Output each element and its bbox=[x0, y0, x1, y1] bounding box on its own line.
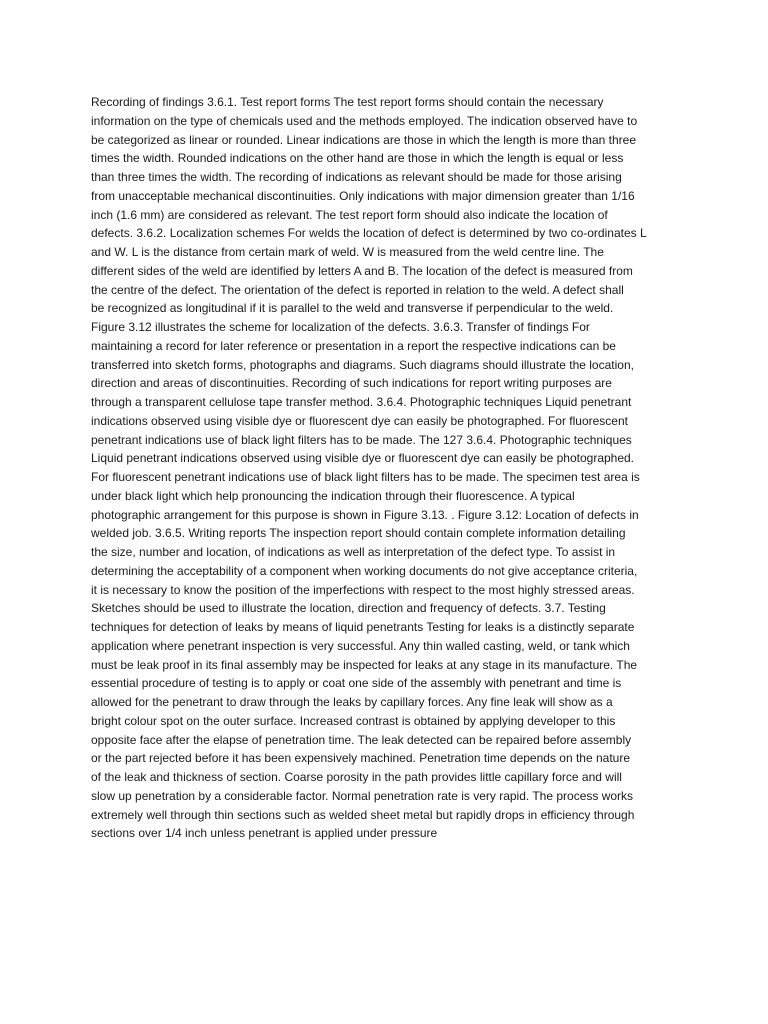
text-line: Recording of findings 3.6.1. Test report forms The test report forms should contain the necessary bbox=[91, 95, 604, 109]
text-line: different sides of the weld are identified by letters A and B. The location of the defect is measured from bbox=[91, 263, 633, 278]
text-line: opposite face after the elapse of penetration time. The leak detected can be repaired before assembly bbox=[91, 732, 632, 747]
text-line: be categorized as linear or rounded. Linear indications are those in which the length is more than three bbox=[91, 132, 636, 147]
text-line: essential procedure of testing is to apply or coat one side of the assembly with penetrant and time is bbox=[91, 676, 622, 691]
text-line: application where penetrant inspection is very successful. Any thin walled casting, weld, or tank which bbox=[91, 638, 630, 653]
text-line: slow up penetration by a considerable factor. Normal penetration rate is very rapid. The process works bbox=[91, 788, 634, 803]
text-line: welded job. 3.6.5. Writing reports The inspection report should contain complete information detailing bbox=[91, 526, 626, 541]
text-line: through a transparent cellulose tape transfer method. 3.6.4. Photographic techniques Liquid penetrant bbox=[91, 395, 632, 409]
text-line: the centre of the defect. The orientation of the defect is reported in relation to the weld. A defect shall bbox=[91, 282, 624, 297]
text-line: defects. 3.6.2. Localization schemes For welds the location of defect is determined by two co-ordinates L bbox=[91, 226, 647, 241]
text-line: under black light which help pronouncing the indication through their fluorescence. A typical bbox=[91, 488, 575, 503]
text-line: information on the type of chemicals used and the methods employed. The indication observed have to bbox=[91, 113, 638, 128]
text-line: of the leak and thickness of section. Coarse porosity in the path provides little capillary force and will bbox=[91, 770, 622, 784]
text-line: determining the acceptability of a component when working documents do not give acceptance criteria, bbox=[91, 563, 638, 578]
text-line: penetrant indications use of black light filters has to be made. The 127 3.6.4. Photographic techniques bbox=[91, 432, 632, 447]
text-line: For fluorescent penetrant indications use of black light filters has to be made. The specimen test area is bbox=[91, 470, 640, 484]
text-line: photographic arrangement for this purpose is shown in Figure 3.13. . Figure 3.12: Location of defects in bbox=[91, 507, 639, 522]
body-paragraph bbox=[91, 93, 681, 843]
text-line: allowed for the penetrant to draw through the leaks by capillary forces. Any fine leak will show as a bbox=[91, 695, 613, 709]
text-line: Liquid penetrant indications observed using visible dye or fluorescent dye can easily be photographed. bbox=[91, 451, 635, 466]
text-line: bright colour spot on the outer surface. Increased contrast is obtained by applying developer to this bbox=[91, 713, 616, 728]
text-line: and W. L is the distance from certain mark of weld. W is measured from the weld centre line. The bbox=[91, 245, 604, 259]
text-line: must be leak proof in its final assembly may be inspected for leaks at any stage in its manufacture. The bbox=[91, 657, 638, 672]
text-line: be recognized as longitudinal if it is parallel to the weld and transverse if perpendicular to the weld. bbox=[91, 301, 614, 316]
text-line: extremely well through thin sections such as welded sheet metal but rapidly drops in efficiency through bbox=[91, 807, 635, 822]
text-line: the size, number and location, of indications as well as interpretation of the defect type. To assist in bbox=[91, 545, 616, 559]
text-line: it is necessary to know the position of the imperfections with respect to the most highly stressed areas. bbox=[91, 582, 635, 597]
text-line: times the width. Rounded indications on the other hand are those in which the length is equal or less bbox=[91, 151, 624, 166]
text-line: Figure 3.12 illustrates the scheme for localization of the defects. 3.6.3. Transfer of findings For bbox=[91, 320, 590, 334]
text-line: direction and areas of discontinuities. Recording of such indications for report writing purposes are bbox=[91, 376, 612, 391]
text-line: from unacceptable mechanical discontinuities. Only indications with major dimension greater than 1/16 bbox=[91, 188, 635, 203]
text-line: indications observed using visible dye or fluorescent dye can easily be photographed. For fluorescent bbox=[91, 413, 628, 428]
text-line: transferred into sketch forms, photographs and diagrams. Such diagrams should illustrate the location, bbox=[91, 357, 634, 372]
text-line: or the part rejected before it has been expensively machined. Penetration time depends on the nature bbox=[91, 751, 631, 766]
text-line: Sketches should be used to illustrate the location, direction and frequency of defects. 3.7. Testing bbox=[91, 601, 606, 616]
text-line: techniques for detection of leaks by means of liquid penetrants Testing for leaks is a distinctly separate bbox=[91, 620, 635, 634]
text-line: maintaining a record for later reference or presentation in a report the respective indications can be bbox=[91, 338, 616, 353]
text-line: inch (1.6 mm) are considered as relevant. The test report form should also indicate the location of bbox=[91, 207, 608, 222]
text-line: than three times the width. The recording of indications as relevant should be made for those arising bbox=[91, 170, 622, 184]
text-line: sections over 1/4 inch unless penetrant is applied under pressure bbox=[91, 826, 438, 841]
